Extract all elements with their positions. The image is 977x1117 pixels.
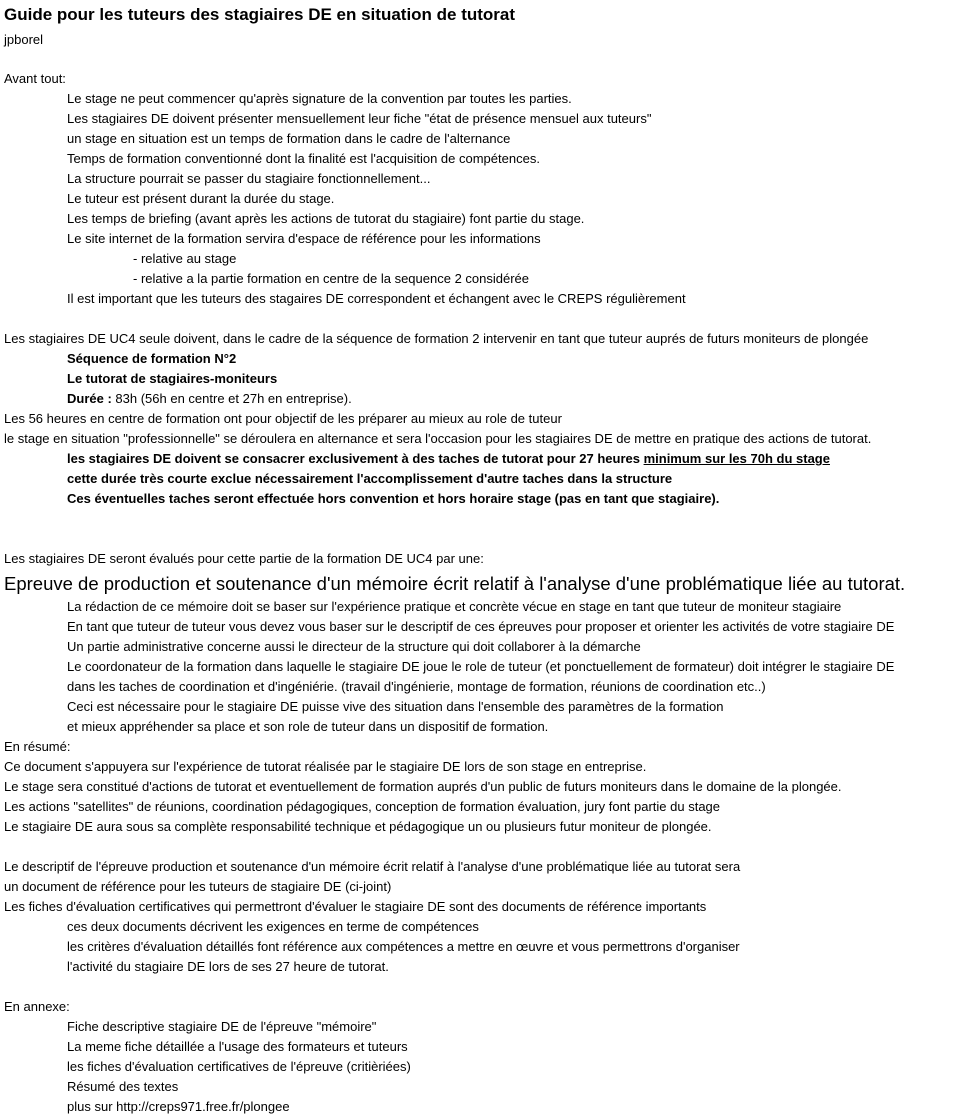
list-item: les critères d'évaluation détaillés font référence aux compétences a mettre en œuvre et vous permettrons d'organiser	[67, 939, 740, 954]
list-item: Les temps de briefing (avant après les actions de tutorat du stagiaire) font partie du stage.	[67, 211, 585, 226]
sub-list-item: - relative a la partie formation en centre de la sequence 2 considérée	[133, 271, 530, 286]
tutorat-title: Le tutorat de stagiaires-moniteurs	[67, 371, 278, 386]
paragraph-line: Les actions "satellites" de réunions, coordination pédagogiques, conception de formation évaluation, jury font partie du stage	[4, 799, 721, 814]
list-item: un stage en situation est un temps de formation dans le cadre de l'alternance	[67, 131, 511, 146]
uc4-intro: Les stagiaires DE UC4 seule doivent, dans le cadre de la séquence de formation 2 intervenir en tant que tuteur auprés de futurs moniteurs de plongée	[4, 331, 869, 346]
duree-line	[67, 389, 352, 409]
list-item: ces deux documents décrivent les exigences en terme de compétences	[67, 919, 479, 934]
list-item: Le coordonateur de la formation dans laquelle le stagiaire DE joue le role de tuteur (et ponctuellement de formateur) doit intégrer le stagiaire DE	[67, 659, 895, 674]
list-item: La rédaction de ce mémoire doit se baser sur l'expérience pratique et concrète vécue en stage en tant que tuteur de moniteur stagiaire	[67, 599, 842, 614]
list-item: Temps de formation conventionné dont la finalité est l'acquisition de compétences.	[67, 151, 540, 166]
evaluation-intro: Les stagiaires DE seront évalués pour cette partie de la formation DE UC4 par une:	[4, 551, 484, 566]
sequence-title: Séquence de formation N°2	[67, 351, 237, 366]
paragraph-line: le stage en situation "professionnelle" se déroulera en alternance et sera l'occasion pour les stagiaires DE de mettre en pratique des actions de tutorat.	[4, 431, 872, 446]
list-item: Ceci est nécessaire pour le stagiaire DE puisse vive des situation dans l'ensemble des paramètres de la formation	[67, 699, 724, 714]
paragraph-line: Ce document s'appuyera sur l'expérience de tutorat réalisée par le stagiaire DE lors de son stage en entreprise.	[4, 759, 647, 774]
list-item: Le tuteur est présent durant la durée du stage.	[67, 191, 335, 206]
author: jpborel	[4, 32, 44, 47]
list-item: les fiches d'évaluation certificatives de l'épreuve (critièriées)	[67, 1059, 411, 1074]
annexe-heading: En annexe:	[4, 999, 70, 1014]
duree-value: 83h (56h en centre et 27h en entreprise).	[111, 391, 352, 406]
bold-line: cette durée très courte exclue nécessairement l'accomplissement d'autre taches dans la structure	[67, 471, 673, 486]
document-title: Guide pour les tuteurs des stagiaires DE en situation de tutorat	[4, 5, 516, 24]
avant-tout-heading: Avant tout:	[4, 71, 66, 86]
list-item: Le stage ne peut commencer qu'après signature de la convention par toutes les parties.	[67, 91, 572, 106]
underlined-text: minimum sur les 70h du stage	[643, 451, 830, 466]
list-item: La meme fiche détaillée a l'usage des formateurs et tuteurs	[67, 1039, 408, 1054]
sub-list-item: - relative au stage	[133, 251, 237, 266]
paragraph-line: Le stagiaire DE aura sous sa complète responsabilité technique et pédagogique un ou plusieurs futur moniteur de plongée.	[4, 819, 712, 834]
list-item: La structure pourrait se passer du stagiaire fonctionnellement...	[67, 171, 431, 186]
paragraph-line: un document de référence pour les tuteurs de stagiaire DE (ci-joint)	[4, 879, 392, 894]
list-item: Fiche descriptive stagiaire DE de l'épreuve "mémoire"	[67, 1019, 377, 1034]
paragraph-line: Le stage sera constitué d'actions de tutorat et eventuellement de formation auprés d'un public de futurs moniteurs dans le domaine de la plongée.	[4, 779, 842, 794]
paragraph-line: Les fiches d'évaluation certificatives qui permettront d'évaluer le stagiaire DE sont des documents de référence importants	[4, 899, 707, 914]
bold-line: les stagiaires DE doivent se consacrer exclusivement à des taches de tutorat pour 27 heures minimum sur les 70h du stage	[67, 451, 830, 466]
resume-heading: En résumé:	[4, 739, 71, 754]
duree-label: Durée :	[67, 391, 112, 406]
list-item: Les stagiaires DE doivent présenter mensuellement leur fiche "état de présence mensuel aux tuteurs"	[67, 111, 652, 126]
paragraph-line: Les 56 heures en centre de formation ont pour objectif de les préparer au mieux au role de tuteur	[4, 411, 562, 426]
list-item: et mieux appréhender sa place et son role de tuteur dans un dispositif de formation.	[67, 719, 549, 734]
list-item: dans les taches de coordination et d'ingéniérie. (travail d'ingénierie, montage de formation, réunions de coordination etc..)	[67, 679, 766, 694]
paragraph-line: Le descriptif de l'épreuve production et soutenance d'un mémoire écrit relatif à l'analyse d'une problématique liée au tutorat sera	[4, 859, 741, 874]
list-item: Il est important que les tuteurs des stagaires DE correspondent et échangent avec le CREPS régulièrement	[67, 291, 686, 306]
website-link-line: plus sur http://creps971.free.fr/plongee	[67, 1099, 290, 1114]
bold-line: Ces éventuelles taches seront effectuée hors convention et hors horaire stage (pas en tant que stagiaire).	[67, 491, 720, 506]
list-item: Le site internet de la formation servira d'espace de référence pour les informations	[67, 231, 541, 246]
epreuve-title: Epreuve de production et soutenance d'un mémoire écrit relatif à l'analyse d'une problématique liée au tutorat.	[4, 573, 906, 594]
list-item: Un partie administrative concerne aussi le directeur de la structure qui doit collaborer à la démarche	[67, 639, 641, 654]
list-item: En tant que tuteur de tuteur vous devez vous baser sur le descriptif de ces épreuves pour proposer et orienter les activités de votre stagiaire DE	[67, 619, 895, 634]
list-item: Résumé des textes	[67, 1079, 179, 1094]
list-item: l'activité du stagiaire DE lors de ses 27 heure de tutorat.	[67, 959, 389, 974]
